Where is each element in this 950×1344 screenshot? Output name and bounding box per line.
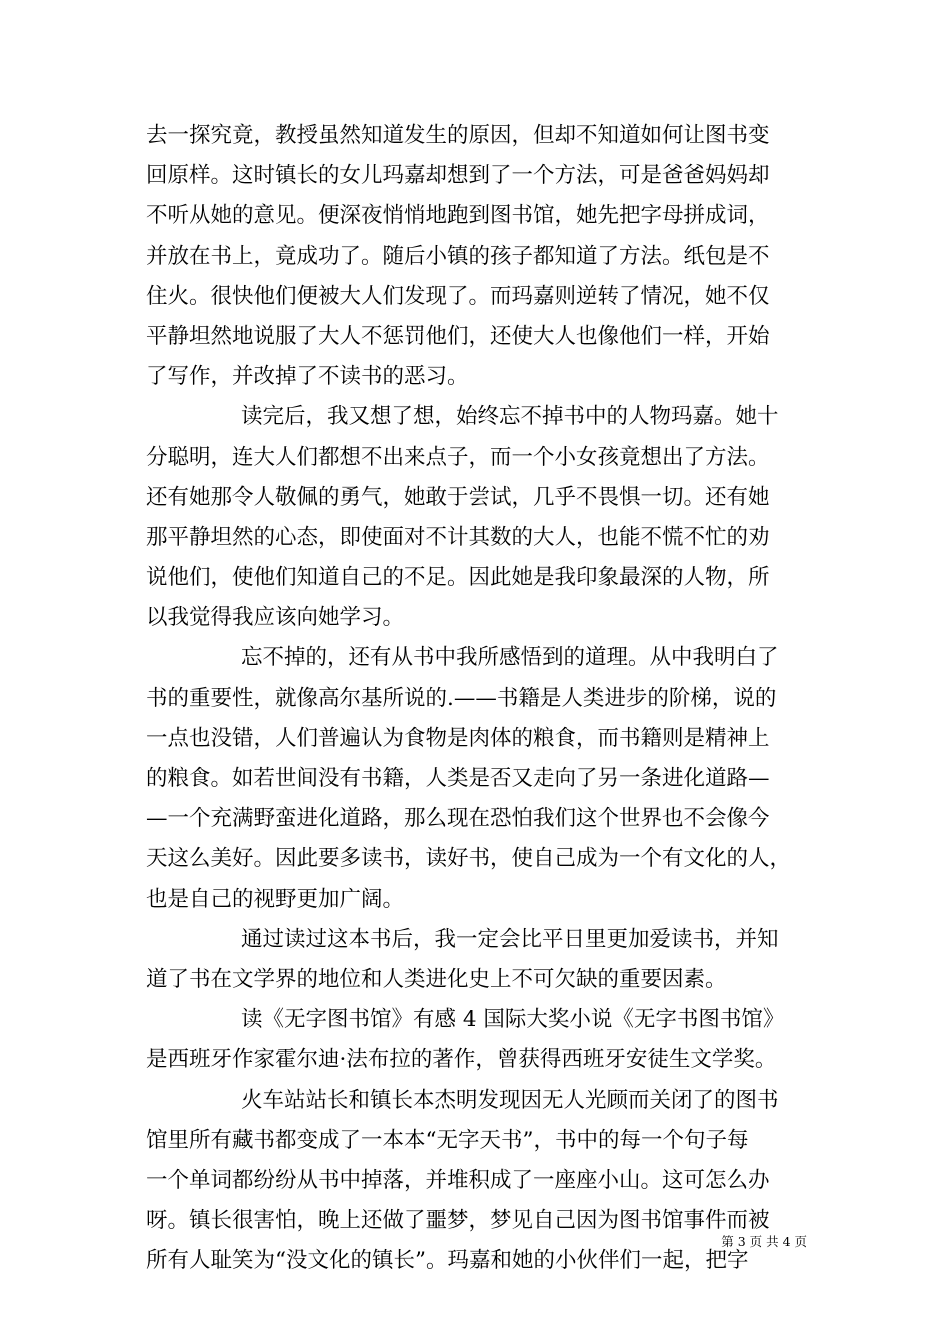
text-line: 并放在书上，竟成功了。随后小镇的孩子都知道了方法。纸包是不 bbox=[146, 243, 770, 269]
text-line: 天这么美好。因此要多读书，读好书，使自己成为一个有文化的人， bbox=[146, 846, 792, 872]
text-line: —一个充满野蛮进化道路，那么现在恐怕我们这个世界也不会像今 bbox=[146, 806, 770, 832]
text-line: 了写作，并改掉了不读书的恶习。 bbox=[146, 364, 469, 390]
text-line: 书的重要性，就像高尔基所说的.——书籍是人类进步的阶梯，说的 bbox=[146, 685, 777, 711]
paragraph bbox=[146, 116, 811, 397]
text-line: 忘不掉的，还有从书中我所感悟到的道理。从中我明白了 bbox=[241, 645, 779, 671]
text-line: 是西班牙作家霍尔迪·法布拉的著作，曾获得西班牙安徒生文学奖。 bbox=[146, 1047, 777, 1073]
paragraph bbox=[146, 920, 811, 1000]
text-line: 通过读过这本书后，我一定会比平日里更加爱读书，并知 bbox=[241, 926, 779, 952]
text-line: 呀。镇长很害怕，晚上还做了噩梦，梦见自己因为图书馆事件而被 bbox=[146, 1208, 770, 1234]
text-line: 读《无字图书馆》有感 4 国际大奖小说《无字书图书馆》 bbox=[241, 1007, 785, 1033]
text-line: 平静坦然地说服了大人不惩罚他们，还使大人也像他们一样，开始 bbox=[146, 323, 770, 349]
text-line: 回原样。这时镇长的女儿玛嘉却想到了一个方法，可是爸爸妈妈却 bbox=[146, 163, 770, 189]
text-line: 所有人耻笑为“没文化的镇长”。玛嘉和她的小伙伴们一起，把字 bbox=[146, 1248, 749, 1274]
text-line: 去一探究竟，教授虽然知道发生的原因，但却不知道如何让图书变 bbox=[146, 123, 770, 148]
text-line: 火车站站长和镇长本杰明发现因无人光顾而关闭了的图书 bbox=[241, 1087, 779, 1113]
text-line: 也是自己的视野更加广阔。 bbox=[146, 886, 405, 912]
text-line: 还有她那令人敬佩的勇气，她敢于尝试，几乎不畏惧一切。还有她 bbox=[146, 484, 770, 510]
text-line: 说他们，使他们知道自己的不足。因此她是我印象最深的人物，所 bbox=[146, 565, 770, 591]
text-line: 不听从她的意见。便深夜悄悄地跑到图书馆，她先把字母拼成词， bbox=[146, 203, 770, 229]
paragraph bbox=[146, 397, 811, 638]
text-line: 那平静坦然的心态，即使面对不计其数的大人，也能不慌不忙的劝 bbox=[146, 524, 770, 550]
text-line: 以我觉得我应该向她学习。 bbox=[146, 605, 405, 631]
document-body bbox=[146, 116, 811, 1281]
text-line: 分聪明，连大人们都想不出来点子，而一个小女孩竟想出了方法。 bbox=[146, 444, 770, 470]
text-line: 一个单词都纷纷从书中掉落，并堆积成了一座座小山。这可怎么办 bbox=[146, 1167, 770, 1193]
paragraph bbox=[146, 1081, 811, 1282]
text-line: 道了书在文学界的地位和人类进化史上不可欠缺的重要因素。 bbox=[146, 966, 727, 992]
text-line: 住火。很快他们便被大人们发现了。而玛嘉则逆转了情况，她不仅 bbox=[146, 283, 770, 309]
text-line: 一点也没错，人们普遍认为食物是肉体的粮食，而书籍则是精神上 bbox=[146, 725, 770, 751]
paragraph bbox=[146, 1000, 811, 1080]
paragraph bbox=[146, 638, 811, 919]
text-line: 读完后，我又想了想，始终忘不掉书中的人物玛嘉。她十 bbox=[241, 404, 779, 430]
page-number-footer: 第 3 页 共 4 页 bbox=[721, 1234, 807, 1249]
text-line: 的粮食。如若世间没有书籍，人类是否又走向了另一条进化道路— bbox=[146, 766, 770, 791]
text-line: 馆里所有藏书都变成了一本本“无字天书”，书中的每一个句子每 bbox=[146, 1127, 749, 1153]
